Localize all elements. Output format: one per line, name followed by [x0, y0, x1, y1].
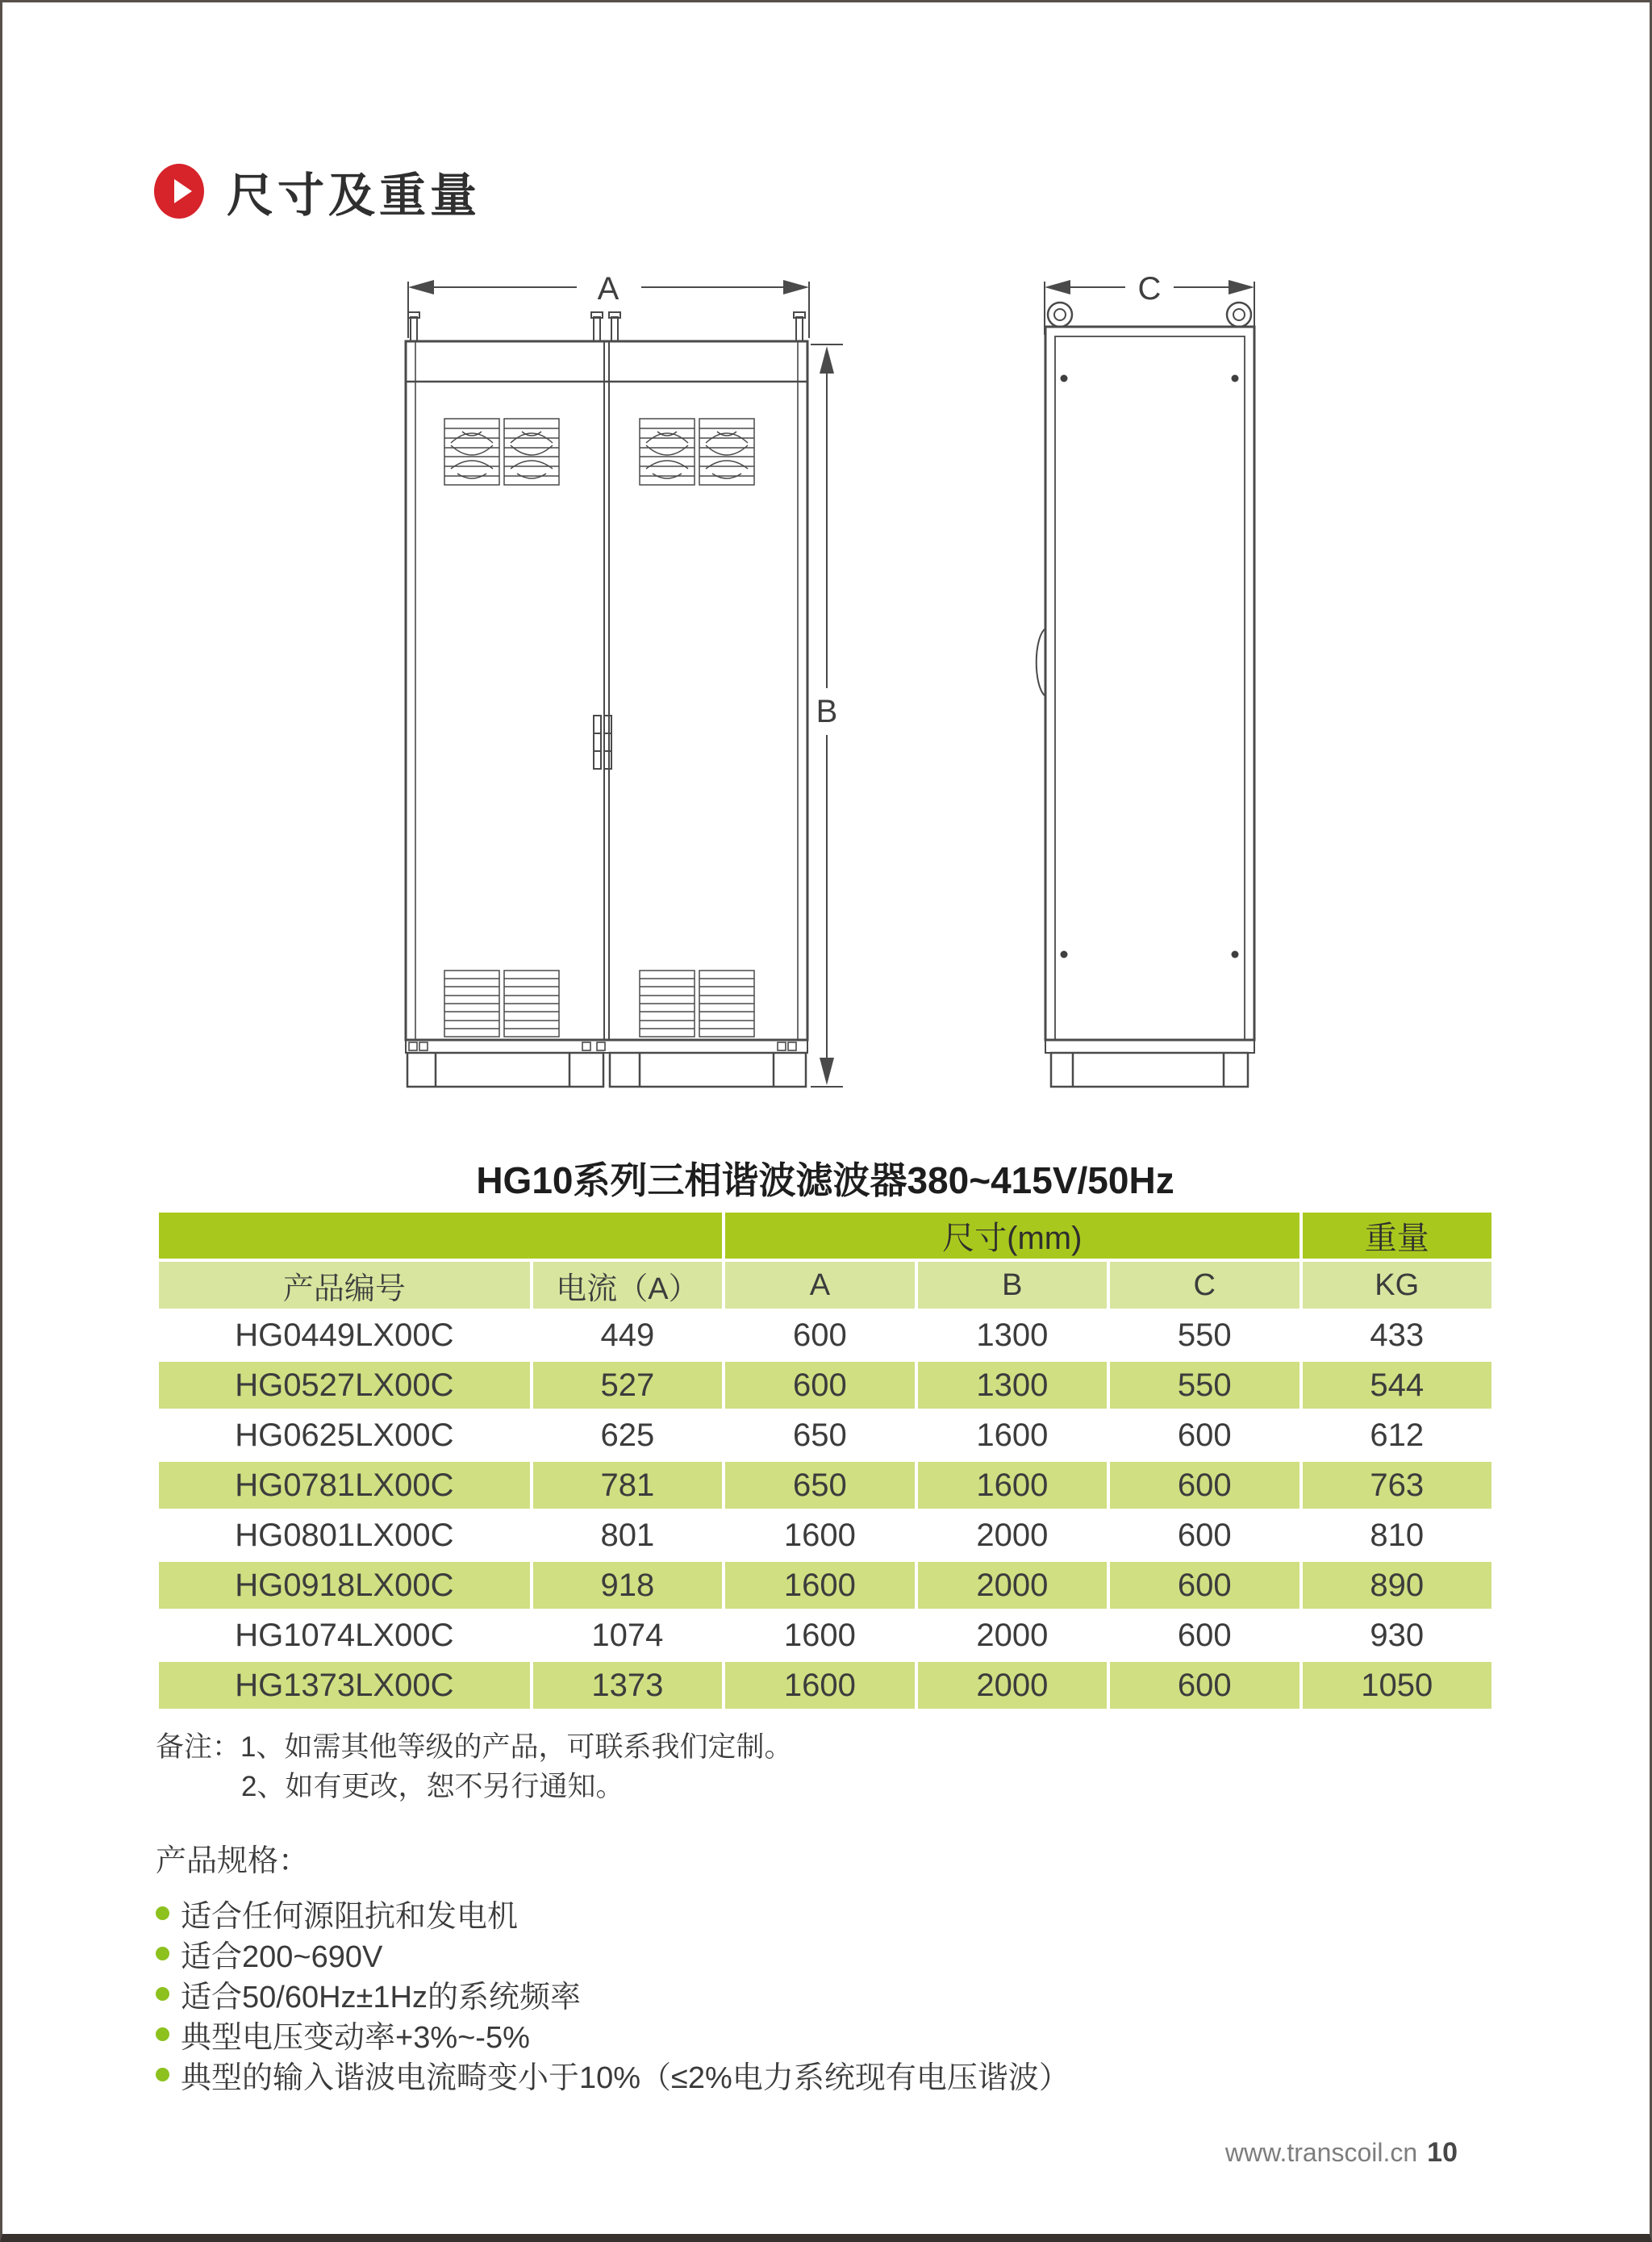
spec-item [156, 1973, 1070, 2014]
bullet-icon [156, 2068, 169, 2081]
side-view-drawing [1037, 271, 1254, 1087]
table-cell: 650 [724, 1460, 916, 1510]
table-cell: 449 [532, 1310, 724, 1360]
col-header-c: C [1108, 1260, 1300, 1310]
table-cell: 600 [1108, 1660, 1300, 1710]
table-row [157, 1310, 1493, 1360]
table-cell: 600 [724, 1360, 916, 1410]
note-line-1: 备注：1、如需其他等级的产品，可联系我们定制。 [156, 1731, 793, 1763]
col-header-b: B [916, 1260, 1108, 1310]
table-cell: 600 [724, 1310, 916, 1360]
table-cell: HG0449LX00C [157, 1310, 532, 1360]
table-header-row [157, 1260, 1493, 1310]
spec-item-text: 典型的输入谐波电流畸变小于10%（≤2%电力系统现有电压谐波） [181, 2060, 1070, 2095]
table-cell: 2000 [916, 1560, 1108, 1610]
bullet-icon [156, 1906, 169, 1920]
table-cell: 1300 [916, 1310, 1108, 1360]
cabinet-drawings [2, 2, 1652, 1172]
table-cell: 2000 [916, 1610, 1108, 1660]
table-cell: 600 [1108, 1460, 1300, 1510]
table-cell: 810 [1301, 1510, 1494, 1560]
col-header-product: 产品编号 [157, 1260, 532, 1310]
table-cell: HG1074LX00C [157, 1610, 532, 1660]
table-cell: 550 [1108, 1360, 1300, 1410]
dimension-b [811, 344, 843, 1087]
table-cell: HG1373LX00C [157, 1660, 532, 1710]
table-cell: 1600 [724, 1560, 916, 1610]
specs-heading: 产品规格： [156, 1844, 310, 1878]
table-cell: 612 [1301, 1410, 1494, 1460]
table-cell: 1600 [724, 1660, 916, 1710]
table-cell: 600 [1108, 1610, 1300, 1660]
bullet-icon [156, 2027, 169, 2041]
table-cell: 781 [532, 1460, 724, 1510]
table-cell: 433 [1301, 1310, 1494, 1360]
table-cell: 918 [532, 1560, 724, 1610]
col-header-a: A [724, 1260, 916, 1310]
table-cell: 550 [1108, 1310, 1300, 1360]
table-cell: 1050 [1301, 1660, 1494, 1710]
col-header-kg: KG [1301, 1260, 1494, 1310]
spec-item [156, 1893, 1070, 1933]
table-row [157, 1610, 1493, 1660]
table-cell: 544 [1301, 1360, 1494, 1410]
table-cell: 625 [532, 1410, 724, 1460]
dimension-a [408, 271, 809, 338]
website-text: www.transcoil.cn [1224, 2138, 1418, 2167]
table-cell: 2000 [916, 1510, 1108, 1560]
section-title: 尺寸及重量 [227, 169, 482, 222]
bullet-icon [156, 1987, 169, 2001]
table-cell: 600 [1108, 1410, 1300, 1460]
page-footer [1225, 2137, 1458, 2169]
table-row [157, 1660, 1493, 1710]
dimension-c-label: C [1137, 271, 1162, 307]
dimension-a-label: A [597, 271, 620, 307]
specs-list [156, 1893, 1070, 2094]
table-cell: 1373 [532, 1660, 724, 1710]
table-cell: 1600 [916, 1460, 1108, 1510]
table-cell: 763 [1301, 1460, 1494, 1510]
table-cell: HG0527LX00C [157, 1360, 532, 1410]
table-cell: HG0781LX00C [157, 1460, 532, 1510]
table-cell: 1074 [532, 1610, 724, 1660]
table-cell: 890 [1301, 1560, 1494, 1610]
table-cell: 1600 [724, 1610, 916, 1660]
spec-item-text: 适合任何源阻抗和发电机 [181, 1899, 519, 1934]
table-notes [156, 1727, 792, 1806]
group-header-empty [157, 1211, 724, 1260]
table-row [157, 1410, 1493, 1460]
table-row [157, 1560, 1493, 1610]
table-row [157, 1360, 1493, 1410]
spec-item-text: 适合200~690V [181, 1939, 383, 1974]
table-cell: HG0801LX00C [157, 1510, 532, 1560]
dimension-c [1045, 271, 1254, 335]
table-cell: 600 [1108, 1560, 1300, 1610]
bullet-icon [156, 1947, 169, 1960]
spec-item-text: 典型电压变动率+3%~-5% [181, 2020, 530, 2055]
product-table [156, 1209, 1495, 1712]
spec-item [156, 1933, 1070, 1973]
dimension-b-label: B [816, 694, 838, 729]
col-header-current: 电流（A） [532, 1260, 724, 1310]
group-header-dimensions: 尺寸(mm) [724, 1211, 1300, 1260]
table-group-header-row [157, 1211, 1493, 1260]
page-number: 10 [1427, 2137, 1458, 2168]
spec-item [156, 2054, 1070, 2094]
table-cell: HG0625LX00C [157, 1410, 532, 1460]
table-row [157, 1460, 1493, 1510]
table-cell: 930 [1301, 1610, 1494, 1660]
table-cell: 801 [532, 1510, 724, 1560]
note-line-2: 2、如有更改，恕不另行通知。 [241, 1771, 624, 1802]
group-header-weight: 重量 [1301, 1211, 1494, 1260]
table-cell: 1600 [724, 1510, 916, 1560]
front-view-drawing [406, 271, 843, 1087]
table-cell: 650 [724, 1410, 916, 1460]
table-row [157, 1510, 1493, 1560]
table-cell: 527 [532, 1360, 724, 1410]
spec-item [156, 2014, 1070, 2054]
table-cell: 600 [1108, 1510, 1300, 1560]
table-cell: 2000 [916, 1660, 1108, 1710]
table-title: HG10系列三相谐波滤波器380~415V/50Hz [476, 1159, 1174, 1201]
product-specs [156, 1835, 1070, 2094]
spec-item-text: 适合50/60Hz±1Hz的系统频率 [181, 1980, 581, 2014]
table-cell: 1300 [916, 1360, 1108, 1410]
table-cell: 1600 [916, 1410, 1108, 1460]
table-cell: HG0918LX00C [157, 1560, 532, 1610]
